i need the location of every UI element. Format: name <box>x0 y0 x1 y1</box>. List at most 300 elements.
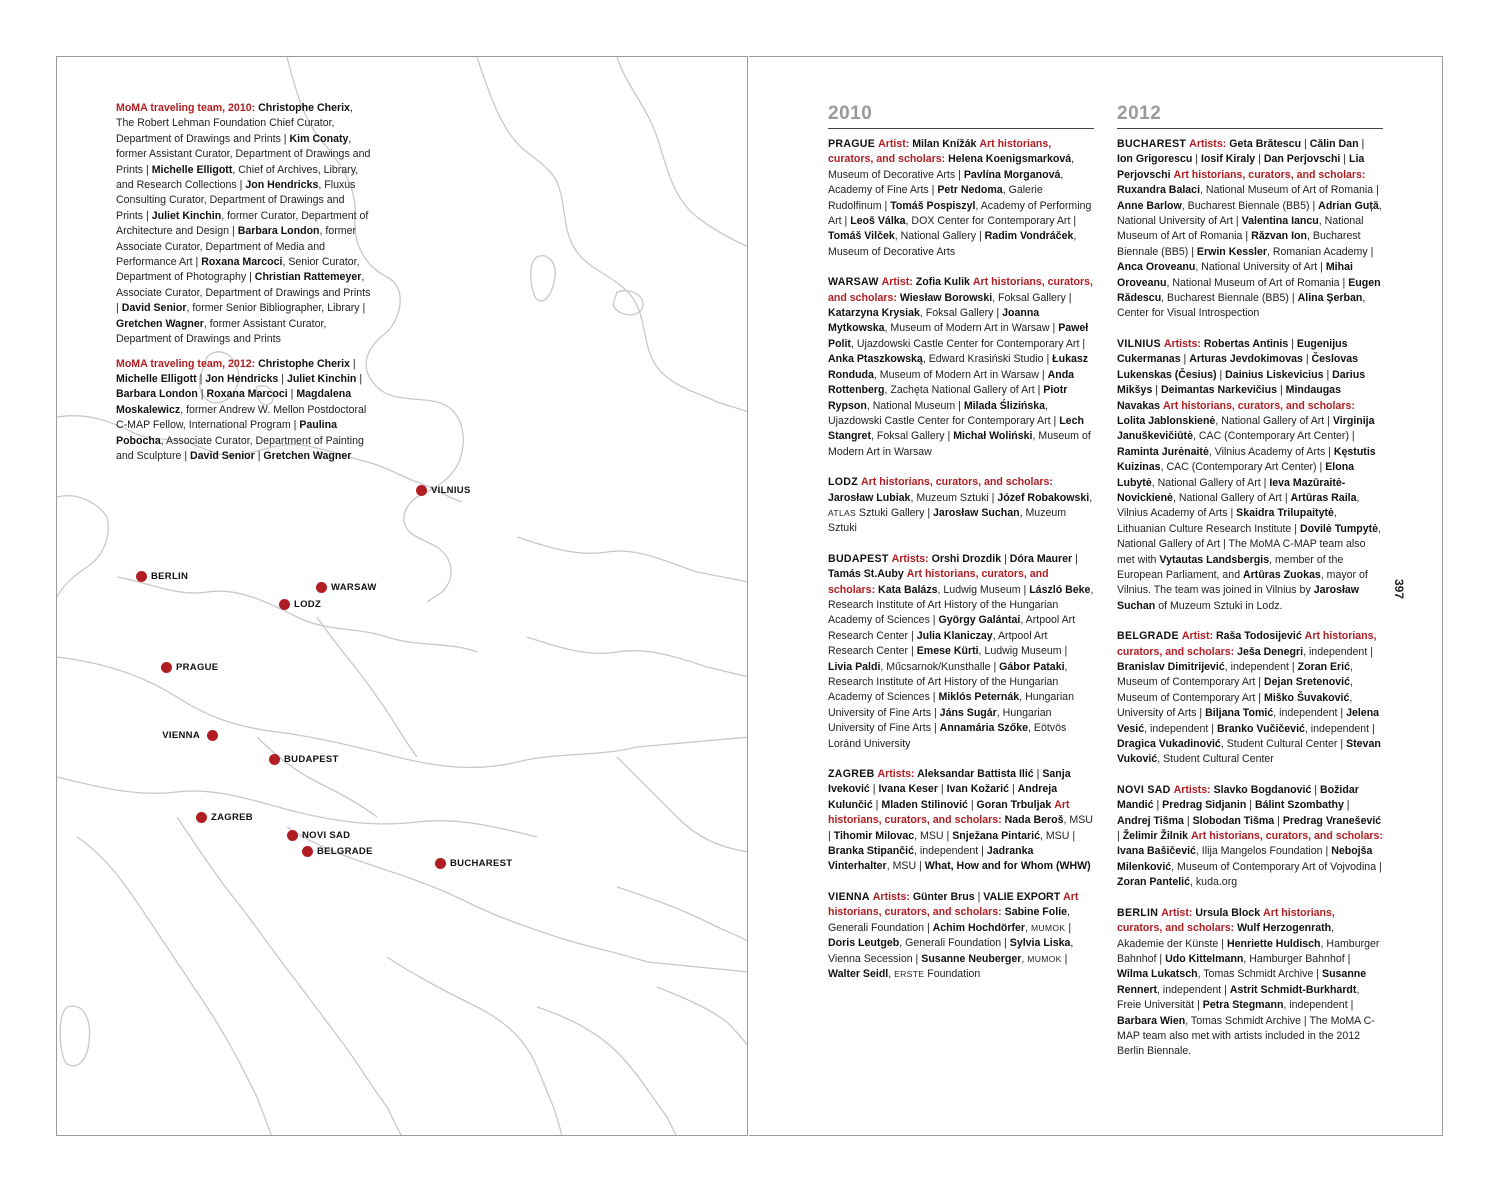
city-label-novi-sad: NOVI SAD <box>302 830 351 841</box>
person-name: Kata Balázs <box>878 583 938 596</box>
city-label-vienna: VIENNA <box>162 730 200 741</box>
role-label: Artist: <box>881 276 916 289</box>
role-label: Artist: <box>1181 630 1216 643</box>
affiliation-text: , <box>888 967 895 980</box>
person-name: Ivan Kožarić <box>946 783 1010 796</box>
person-name: Doris Leutgeb <box>828 937 900 950</box>
column-2010 <box>828 103 1094 997</box>
affiliation-text: , Artpool Art Research Center | <box>828 629 1048 658</box>
team-member-role: | <box>287 388 297 401</box>
person-name: Pavlína Morganová <box>963 168 1061 181</box>
city-dot-bucharest <box>435 858 446 869</box>
person-name: Skaidra Trilupaitytė <box>1236 507 1334 520</box>
person-name: Nebojša Milenković <box>1117 845 1373 873</box>
affiliation-text: , National Gallery | <box>894 230 985 243</box>
entry-city-name: VILNIUS <box>1117 337 1161 350</box>
affiliation-text: , Student Cultural Center | <box>1220 738 1347 751</box>
affiliation-text: Sztuki Gallery | <box>856 506 934 519</box>
team-member-name: Jon Hendricks <box>245 179 319 192</box>
person-name: Ruxandra Balaci <box>1117 184 1201 197</box>
affiliation-text: , Ujazdowski Castle Center for Contemporary Art | <box>850 337 1086 350</box>
person-name: Iosif Kiraly <box>1201 153 1256 166</box>
affiliation-text: , <box>1089 491 1093 504</box>
city-label-berlin: BERLIN <box>151 571 189 582</box>
affiliation-text: | <box>1153 799 1163 812</box>
affiliation-text: | <box>1061 952 1068 965</box>
affiliation-text: , Lithuanian Culture Research Institute | <box>1117 507 1337 535</box>
affiliation-text: | <box>1340 153 1349 166</box>
affiliation-text: | <box>1180 353 1190 366</box>
person-name: Božidar Mandić <box>1117 783 1359 812</box>
affiliation-text: , Museum of Contemporary Art | <box>1117 661 1353 689</box>
person-name: Ivana Keser <box>878 783 938 796</box>
entry-city-name: BUCHAREST <box>1117 138 1187 150</box>
affiliation-text: , Research Institute of Art History of the Hungarian Academy of Sciences | <box>828 660 1068 704</box>
affiliation-text: , University of Arts | <box>1117 691 1353 720</box>
person-name: Zofia Kulik <box>915 276 970 289</box>
city-entry <box>1117 629 1383 768</box>
city-dot-zagreb <box>196 812 207 823</box>
person-name: Tihomir Milovac <box>833 829 915 842</box>
island-saaremaa <box>613 291 643 315</box>
city-label-lodz: LODZ <box>294 599 322 610</box>
person-name: Milan Knížák <box>912 138 977 150</box>
role-label: Art historians, curators, and scholars: <box>861 476 1053 489</box>
person-name: Dragica Vukadinović <box>1117 738 1221 751</box>
person-name: Sanja Iveković <box>828 768 1071 796</box>
person-name: Adrian Guță <box>1318 199 1379 212</box>
city-dot-vienna <box>207 730 218 741</box>
affiliation-text: | <box>1255 153 1264 166</box>
team-member-name: Christophe Cherix <box>258 102 350 114</box>
team-2010-members <box>116 102 370 345</box>
city-label-prague: PRAGUE <box>176 662 219 673</box>
affiliation-text: , Bucharest Biennale (BB5) | <box>1161 292 1298 305</box>
person-name: Artūras Zuokas <box>1243 568 1321 581</box>
affiliation-text: , National Gallery of Art | <box>1172 491 1291 504</box>
affiliation-text: , Bucharest Biennale (BB5) | <box>1181 199 1319 212</box>
island-gotland <box>531 256 556 301</box>
affiliation-text: , Muzeum Sztuki <box>828 506 1067 535</box>
affiliation-text: | <box>1152 384 1161 397</box>
city-dot-belgrade <box>302 846 313 857</box>
affiliation-text: , Foksal Gallery | <box>992 291 1072 304</box>
affiliation-text: , National Museum | <box>866 399 964 412</box>
affiliation-text: | <box>1001 552 1010 565</box>
city-entry <box>828 767 1094 875</box>
team-member-name: Kim Conaty <box>289 132 349 145</box>
person-name: Stevan Vuković <box>1117 738 1381 766</box>
person-name: Branislav Dimitrijević <box>1117 661 1225 673</box>
affiliation-text: | <box>1323 368 1333 381</box>
affiliation-text: , National Gallery of Art | <box>1151 476 1270 489</box>
affiliation-text: , National Museum of Art of Romania | <box>1166 276 1349 289</box>
person-name: Barbara Wien <box>1117 1014 1186 1027</box>
person-name: Anda Rottenberg <box>828 368 1075 397</box>
moma-traveling-teams <box>116 101 372 473</box>
person-name: Deimantas Narkevičius <box>1160 384 1277 397</box>
person-name: Julia Klaniczay <box>916 629 993 642</box>
person-name: Kęstutis Kuizinas <box>1117 445 1376 474</box>
person-name: Achim Hochdörfer <box>932 921 1026 934</box>
person-name: Astrit Schmidt-Burkhardt <box>1229 983 1357 996</box>
person-name: Dejan Sretenović <box>1264 676 1350 689</box>
affiliation-text: , Műcsarnok/Kunsthalle | <box>880 660 1000 673</box>
person-name: Predrag Sidjanin <box>1162 799 1247 812</box>
affiliation-text: , National University of Art | <box>1117 199 1382 228</box>
affiliation-text: , Freie Universität | <box>1117 983 1360 1012</box>
person-name: Annamária Szőke <box>939 722 1028 735</box>
city-dot-lodz <box>279 599 290 610</box>
person-name: Anka Ptaszkowską <box>828 353 923 366</box>
team-member-role: | <box>197 388 207 401</box>
person-name: Ion Grigorescu <box>1117 153 1193 166</box>
person-name: Branko Vučičević <box>1216 722 1305 735</box>
entries-2012 <box>1117 137 1383 1060</box>
affiliation-text: , Foksal Gallery | <box>919 307 1003 320</box>
person-name: Jelena Vesić <box>1117 707 1380 735</box>
entry-city-name: LODZ <box>828 476 859 489</box>
person-name: Ješa Denegri <box>1237 645 1304 658</box>
team-member-name: Barbara London <box>116 388 198 401</box>
affiliation-text: , <box>1025 921 1031 934</box>
person-name: Erwin Kessler <box>1196 245 1267 258</box>
affiliation-text: | <box>1072 552 1078 565</box>
entry-city-name: ZAGREB <box>828 768 875 781</box>
affiliation-text: | <box>1274 814 1283 827</box>
entry-city-name: BELGRADE <box>1117 630 1179 643</box>
person-name: Raminta Jurėnaitė <box>1117 445 1209 458</box>
person-name: Darius Mikšys <box>1117 368 1366 397</box>
page-number: 397 <box>1392 578 1407 600</box>
affiliation-text: , Vienna Secession | <box>828 937 1074 965</box>
person-name: Tomáš Pospiszyl <box>890 199 976 212</box>
affiliation-text: , Museum of Contemporary Art | <box>1117 676 1353 704</box>
team-member-role: , former Curator, Department of Architecture and Design | <box>116 209 369 238</box>
person-name: Geta Brătescu <box>1229 138 1302 150</box>
border-alps <box>57 777 537 837</box>
role-label: Artist: <box>878 138 913 150</box>
role-label: Art historians, curators, and scholars: <box>828 798 1070 827</box>
team-member-role: | <box>196 372 206 385</box>
person-name: Raša Todosijević <box>1215 630 1302 643</box>
team-member-name: Gretchen Wagner <box>116 317 204 330</box>
person-name: Sabine Folie <box>1004 906 1068 919</box>
affiliation-text: , Museum of Modern Art in Warsaw | <box>884 322 1059 335</box>
person-name: Milada Ślizińska <box>963 399 1046 412</box>
affiliation-text: , Eötvös Loránd University <box>828 722 1067 750</box>
affiliation-text: , Tomas Schmidt Archive | <box>1197 968 1322 981</box>
affiliation-text: , CAC (Contemporary Art Center) | <box>1160 461 1326 474</box>
team-2012-heading: MoMA traveling team, 2012: <box>116 357 256 370</box>
affiliation-text: | <box>1288 337 1297 350</box>
affiliation-text: , MSU | <box>1039 829 1076 842</box>
affiliation-text: , Research Institute of Art History of the Hungarian Academy of Sciences | <box>828 583 1094 627</box>
person-name: Mihai Oroveanu <box>1117 261 1353 289</box>
affiliation-text: , mayor of Vilnius. The team was joined in Vilnius by <box>1117 568 1368 597</box>
affiliation-text: | <box>967 798 977 811</box>
team-member-role: | <box>278 372 287 385</box>
affiliation-text: , Galerie Rudolfinum | <box>828 184 1043 212</box>
team-2010-heading: MoMA traveling team, 2010: <box>116 102 256 114</box>
affiliation-text: of Muzeum Sztuki in Lodz. <box>1155 599 1283 612</box>
team-member-name: David Senior <box>190 449 255 462</box>
affiliation-text: | <box>1301 138 1310 150</box>
team-member-role: , former Associate Curator, Department of Media and Performance Art | <box>116 225 357 269</box>
person-name: Petra Stegmann <box>1202 999 1284 1012</box>
person-name: Bálint Szombathy <box>1254 799 1344 812</box>
person-name: György Galántai <box>938 614 1021 627</box>
person-name: Alina Şerban <box>1297 292 1363 305</box>
affiliation-text: , MSU | <box>886 860 925 873</box>
city-label-vilnius: VILNIUS <box>431 485 471 496</box>
person-name: Dan Perjovschi <box>1263 153 1341 166</box>
city-entry <box>1117 137 1383 322</box>
person-name: Henriette Huldisch <box>1226 937 1321 950</box>
role-label: Art historians, curators, and scholars: <box>828 568 1049 596</box>
affiliation-text: | <box>1311 783 1320 796</box>
affiliation-text: , independent | <box>1224 661 1298 673</box>
city-entry <box>828 275 1094 460</box>
person-name: Želimir Žilnik <box>1122 830 1189 843</box>
role-label: Artists: <box>1163 337 1204 350</box>
coastline-adriatic <box>177 817 402 1136</box>
team-member-role: , Associate Curator, Department of Painting and Sculpture | <box>116 434 364 462</box>
team-member-name: Roxana Marcoci <box>201 256 283 269</box>
affiliation-text: , MSU | <box>828 814 1093 842</box>
affiliation-text: , Hamburger Bahnhof | <box>1243 952 1351 965</box>
border-central-2 <box>57 657 748 767</box>
affiliation-text: , independent | <box>1273 707 1347 720</box>
affiliation-text: , Ilija Mangelos Foundation | <box>1195 845 1332 858</box>
affiliation-text: , independent | <box>1157 983 1230 996</box>
border-central-1 <box>117 577 477 652</box>
person-name: Zoran Pantelić <box>1117 876 1190 889</box>
person-name: Emese Kürti <box>916 645 979 658</box>
entry-city-name: VIENNA <box>828 890 870 903</box>
person-name: Gábor Pataki <box>999 660 1065 673</box>
city-label-belgrade: BELGRADE <box>317 846 373 857</box>
affiliation-text: Foundation <box>924 967 981 980</box>
person-name: Susanne Neuberger <box>921 952 1022 965</box>
affiliation-text: , Vilnius Academy of Arts | <box>1208 445 1334 458</box>
affiliation-text: , Edward Krasiński Studio | <box>922 353 1053 366</box>
person-name: Ieva Mazūraitė-Novickienė <box>1117 476 1346 504</box>
affiliation-text: , member of the European Parliament, and <box>1117 553 1344 581</box>
entry-city-name: BERLIN <box>1117 906 1159 919</box>
role-label: Artists: <box>1189 138 1230 150</box>
person-name: Anca Oroveanu <box>1117 261 1196 274</box>
person-name: Józef Robakowski <box>997 491 1090 504</box>
person-name: Leoš Válka <box>850 215 906 228</box>
person-name: What, How and for Whom (WHW) <box>924 860 1091 873</box>
team-member-name: David Senior <box>121 302 187 315</box>
entry-city-name: BUDAPEST <box>828 552 889 565</box>
affiliation-text: | <box>1192 153 1201 166</box>
coastline-aegean <box>537 1007 677 1136</box>
affiliation-text: , Hungarian University of Fine Arts | <box>828 706 1052 735</box>
role-label: Art historians, curators, and scholars: <box>828 276 1093 304</box>
border-greece <box>387 957 562 1136</box>
person-name: Andrej Tišma <box>1117 814 1184 827</box>
person-name: Paweł Polit <box>828 322 1089 350</box>
person-name: VALIE EXPORT <box>983 890 1061 903</box>
person-name: Petr Nedoma <box>937 184 1003 197</box>
affiliation-text: | <box>974 890 984 903</box>
person-name: Elona Lubytė <box>1117 461 1355 489</box>
person-name: Wiesław Borowski <box>899 291 993 304</box>
affiliation-text: , Ludwig Museum | <box>978 645 1068 658</box>
affiliation-text: , independent | <box>913 845 987 858</box>
person-name: Günter Brus <box>912 890 975 903</box>
affiliation-text: , Artpool Art Research Center | <box>828 614 1076 642</box>
person-name: Wilma Lukatsch <box>1117 968 1198 981</box>
affiliation-text: , Museum of Contemporary Art of Vojvodina | <box>1171 860 1382 873</box>
person-name: Slavko Bogdanović <box>1213 783 1312 796</box>
affiliation-text: , Hamburger Bahnhof | <box>1117 937 1380 965</box>
affiliation-text: , independent | <box>1303 645 1373 658</box>
person-name: Predrag Vranešević <box>1282 814 1382 827</box>
team-member-name: Christian Rattemeyer <box>254 271 362 284</box>
person-name: Livia Paldi <box>828 660 881 673</box>
team-member-name: Michelle Elligott <box>116 372 197 385</box>
affiliation-text: | <box>1033 768 1043 781</box>
city-entry <box>1117 337 1383 614</box>
team-member-role: , former Senior Bibliographer, Library | <box>186 302 366 315</box>
affiliation-text: | <box>872 798 882 811</box>
entry-city-name: WARSAW <box>828 276 879 289</box>
person-name: Andreja Kulunčić <box>828 783 1058 811</box>
border-hungary <box>257 737 377 817</box>
person-name: Răzvan Ion <box>1251 230 1307 243</box>
role-label: Art historians, curators, and scholars: <box>1117 630 1377 658</box>
border-north-sea <box>57 496 108 597</box>
role-label: Art historians, curators, and scholars: <box>1191 830 1383 843</box>
island-sardinia <box>60 1006 90 1066</box>
team-member-name: Jon Hendricks <box>205 372 279 385</box>
team-2012-members <box>116 358 366 462</box>
city-dot-budapest <box>269 754 280 765</box>
affiliation-text: , National Gallery of Art | The MoMA C-MAP team also met with <box>1117 522 1381 566</box>
affiliation-text: , Center for Visual Introspection <box>1117 292 1366 320</box>
person-name: Katarzyna Krysiak <box>828 307 920 320</box>
role-label: Artists: <box>891 552 932 565</box>
team-member-name: Magdalena Moskalewicz <box>116 388 352 416</box>
affiliation-text: , kuda.org <box>1190 876 1238 889</box>
person-name: Udo Kittelmann <box>1165 952 1244 965</box>
affiliation-text: | <box>1343 799 1350 812</box>
person-name: Nada Beroš <box>1004 814 1064 827</box>
institution-acronym: ERSTE <box>894 968 925 979</box>
team-member-role: , Fluxus Consulting Curator, Department of Drawings and Prints | <box>116 179 356 222</box>
affiliation-text: , Romanian Academy | <box>1266 245 1374 258</box>
person-name: Virginija Januškevičiūtė <box>1117 414 1375 443</box>
team-member-name: Barbara London <box>237 225 320 238</box>
person-name: Sylvia Liska <box>1009 937 1071 950</box>
affiliation-text: , DOX Center for Contemporary Art | <box>905 215 1077 228</box>
role-label: Artists: <box>1173 783 1214 796</box>
affiliation-text: , Hungarian University of Fine Arts | <box>828 691 1074 719</box>
team-member-name: Paulina Pobocha <box>116 419 337 447</box>
person-name: Slobodan Tišma <box>1192 814 1275 827</box>
affiliation-text: , Academy of Fine Arts | <box>828 168 1064 197</box>
entry-city-name: PRAGUE <box>828 138 876 150</box>
affiliation-text: , Foksal Gallery | <box>870 430 954 443</box>
team-member-name: Juliet Kinchin <box>151 209 222 222</box>
affiliation-text: , National Museum of Art of Romania | <box>1117 215 1364 243</box>
person-name: Valentina Iancu <box>1241 215 1319 228</box>
person-name: Tamás St.Auby <box>828 568 904 581</box>
affiliation-text: , Generali Foundation | <box>899 937 1010 950</box>
institution-acronym: MUMOK <box>1027 953 1062 964</box>
city-dot-berlin <box>136 571 147 582</box>
city-entry <box>1117 906 1383 1060</box>
team-member-role: | <box>349 357 356 370</box>
affiliation-text: | <box>1277 384 1286 397</box>
team-member-role: , Chief of Archives, Library, and Research Collections | <box>116 163 359 192</box>
person-name: Jarosław Suchan <box>933 506 1020 519</box>
person-name: Snježana Pintarić <box>952 829 1040 842</box>
team-member-name: Michelle Elligott <box>151 163 233 176</box>
team-member-role: , The Robert Lehman Foundation Chief Curator, Department of Drawings and Prints | <box>116 102 353 145</box>
person-name: Eugenijus Cukermanas <box>1117 337 1348 366</box>
coastline-black-sea <box>617 757 748 942</box>
role-label: Art historians, curators, and scholars: <box>1162 399 1355 412</box>
team-member-name: Juliet Kinchin <box>286 372 357 385</box>
affiliation-text: , Academy of Performing Art | <box>828 199 1092 228</box>
affiliation-text: , National Gallery of Art | <box>1215 414 1333 427</box>
institution-acronym: ATLAS <box>828 507 857 518</box>
role-label: Art historians, curators, and scholars: <box>1117 906 1335 935</box>
team-member-role: , Associate Curator, Department of Drawings and Prints | <box>116 271 371 315</box>
affiliation-text: , <box>1021 952 1028 965</box>
affiliation-text: | <box>1009 783 1018 796</box>
left-page <box>56 56 748 1136</box>
affiliation-text: | <box>937 783 947 796</box>
city-label-budapest: BUDAPEST <box>284 754 339 765</box>
affiliation-text: , Vilnius Academy of Arts | <box>1117 491 1360 520</box>
role-label: Artists: <box>872 890 913 903</box>
affiliation-text: , Museum of Modern Art in Warsaw <box>828 430 1091 458</box>
city-dot-warsaw <box>316 582 327 593</box>
person-name: Anne Barlow <box>1117 199 1182 212</box>
city-label-bucharest: BUCHAREST <box>450 858 513 869</box>
affiliation-text: , Akademie der Künste | <box>1117 922 1335 950</box>
person-name: Helena Koenigsmarková <box>948 153 1072 166</box>
person-name: Česlovas Lukenskas (Česius) <box>1117 353 1359 381</box>
person-name: Lolita Jablonskienė <box>1117 414 1216 427</box>
border-east-2 <box>527 637 748 677</box>
person-name: Goran Trbuljak <box>976 798 1052 811</box>
affiliation-text: | <box>1183 814 1193 827</box>
person-name: Radim Vondráček <box>984 230 1074 243</box>
person-name: Miško Šuvaković <box>1264 691 1350 704</box>
person-name: Lia Perjovschi <box>1117 153 1365 181</box>
affiliation-text: | <box>1216 368 1226 381</box>
affiliation-text: , Tomas Schmidt Archive | The MoMA C-MAP team also met with artists included in the 2012 Berlin Biennale. <box>1117 1014 1375 1058</box>
affiliation-text: | <box>869 783 879 796</box>
city-entry <box>828 137 1094 260</box>
city-dot-vilnius <box>416 485 427 496</box>
person-name: Tomáš Vilček <box>828 230 895 243</box>
person-name: Eugen Rădescu <box>1117 276 1381 305</box>
team-2012-paragraph <box>116 357 372 465</box>
entry-city-name: NOVI SAD <box>1117 783 1171 796</box>
affiliation-text: , Bucharest Biennale (BB5) | <box>1117 230 1361 258</box>
affiliation-text: , National University of Art | <box>1195 261 1326 274</box>
person-name: Zoran Erić <box>1297 661 1351 673</box>
affiliation-text: | <box>1358 138 1365 150</box>
